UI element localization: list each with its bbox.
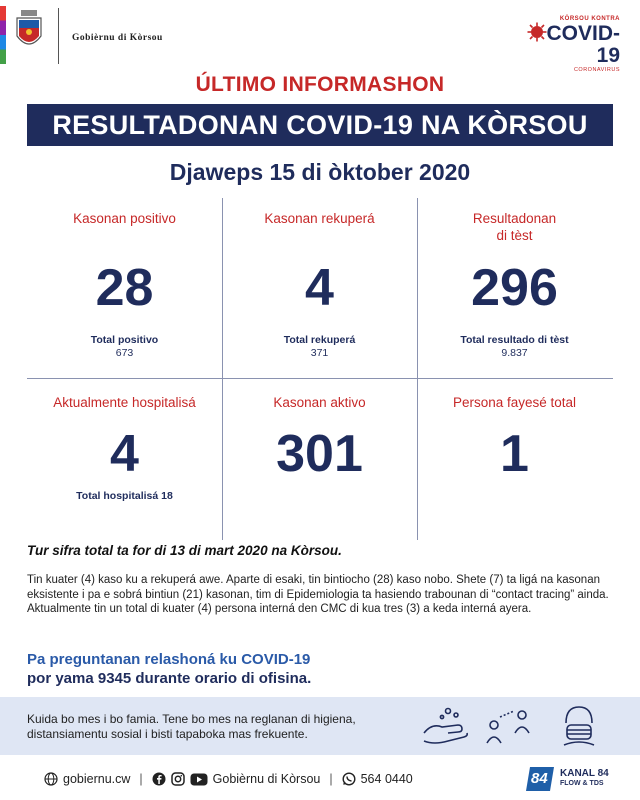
hygiene-text: Kuida bo mes i bo famia. Tene bo mes na reglanan di higiena, distansiamentu sosial i bisti tapaboka mas frekuente. <box>27 712 356 741</box>
social-handle[interactable]: Gobièrnu di Kòrsou <box>212 772 321 786</box>
covid-logo-main: COVID-19 <box>546 22 620 67</box>
stat-sub-value: 371 <box>310 347 329 359</box>
stat-value: 4 <box>110 425 139 483</box>
footer-separator: | <box>329 772 333 786</box>
kanal-number: 84 <box>531 770 548 787</box>
kanal-84-logo <box>526 765 626 793</box>
footer <box>44 772 413 786</box>
covid-logo-kicker: KÒRSOU KONTRA <box>559 16 620 22</box>
stats-grid <box>27 198 613 540</box>
whatsapp-icon <box>342 772 356 786</box>
phone-number[interactable]: 564 0440 <box>360 772 413 786</box>
covid-logo <box>510 16 620 73</box>
stat-sub-label: Total positivo <box>90 334 159 346</box>
stat-sub-label: Total rekuperá <box>283 334 356 346</box>
facebook-icon[interactable] <box>152 772 166 786</box>
stat-cell-active <box>222 394 417 484</box>
social-distance-icon <box>484 703 532 749</box>
results-banner: RESULTADONAN COVID-19 NA KÒRSOU <box>27 104 613 146</box>
stat-value: 301 <box>276 425 363 483</box>
stat-sub-value: 9.837 <box>501 347 528 359</box>
stat-cell-hospitalized <box>27 394 222 503</box>
stat-label: Persona fayesé total <box>452 395 577 410</box>
update-paragraph: Tin kuater (4) kaso ku a rekuperá awe. Aparte di esaki, tin bintiocho (28) kaso nobo. Shete (7) ta ligá na kasonan eksistente i pa e sobrá bintiun (21) kasonan, tim di Epidemiologia ta hasiendo trabounan di “contact tracing” ainda. Aktualmente tin un total di kuater (4) persona interná den CMC di kua tres (3) a keda interná ayera. <box>27 574 609 615</box>
kanal-sub: FLOW & TDS <box>560 780 604 787</box>
stat-cell-deceased <box>417 394 612 484</box>
stat-value: 296 <box>471 259 558 317</box>
face-mask-icon <box>556 703 602 749</box>
contact-line-2: por yama 9345 durante orario di ofisina. <box>27 670 312 687</box>
stat-value: 4 <box>305 259 334 317</box>
virus-icon <box>527 22 547 42</box>
color-stripe <box>0 6 6 64</box>
stat-sub-value: 673 <box>115 347 134 359</box>
covid-logo-sub: CORONAVIRUS <box>573 67 620 73</box>
youtube-icon[interactable] <box>190 773 208 786</box>
kanal-name: KANAL 84 <box>560 768 609 779</box>
contact-line-1: Pa preguntanan relashoná ku COVID-19 <box>27 651 311 668</box>
stat-label: Aktualmente hospitalisá <box>53 395 196 410</box>
report-date: Djaweps 15 di òktober 2020 <box>169 159 471 185</box>
hand-wash-icon <box>418 703 474 749</box>
website-link[interactable]: gobiernu.cw <box>63 772 131 786</box>
totals-note: Tur sifra total ta for di 13 di mart 2020 na Kòrsou. <box>27 543 342 558</box>
globe-icon <box>44 772 58 786</box>
covid-logo-title <box>510 22 620 67</box>
latest-info-kicker: ÚLTIMO INFORMASHON <box>195 73 445 96</box>
footer-separator: | <box>139 772 143 786</box>
stat-label: Resultadonan di tèst <box>472 211 557 243</box>
stat-cell-tests <box>417 210 612 360</box>
instagram-icon[interactable] <box>171 772 185 786</box>
header-divider <box>58 8 59 64</box>
stat-label: Kasonan aktivo <box>273 395 366 410</box>
stat-cell-positive <box>27 210 222 360</box>
grid-divider-horizontal <box>27 378 613 379</box>
stat-cell-recovered <box>222 210 417 360</box>
stat-sub-label: Total hospitalisá 18 <box>76 490 173 502</box>
stat-value: 28 <box>95 259 154 317</box>
coat-of-arms-icon <box>14 10 44 52</box>
stat-label: Kasonan positivo <box>73 211 176 226</box>
stat-sub-label: Total resultado di tèst <box>460 334 569 346</box>
stat-label: Kasonan rekuperá <box>264 211 375 226</box>
government-name: Gobièrnu di Kòrsou <box>72 33 163 43</box>
stat-value: 1 <box>500 425 529 483</box>
